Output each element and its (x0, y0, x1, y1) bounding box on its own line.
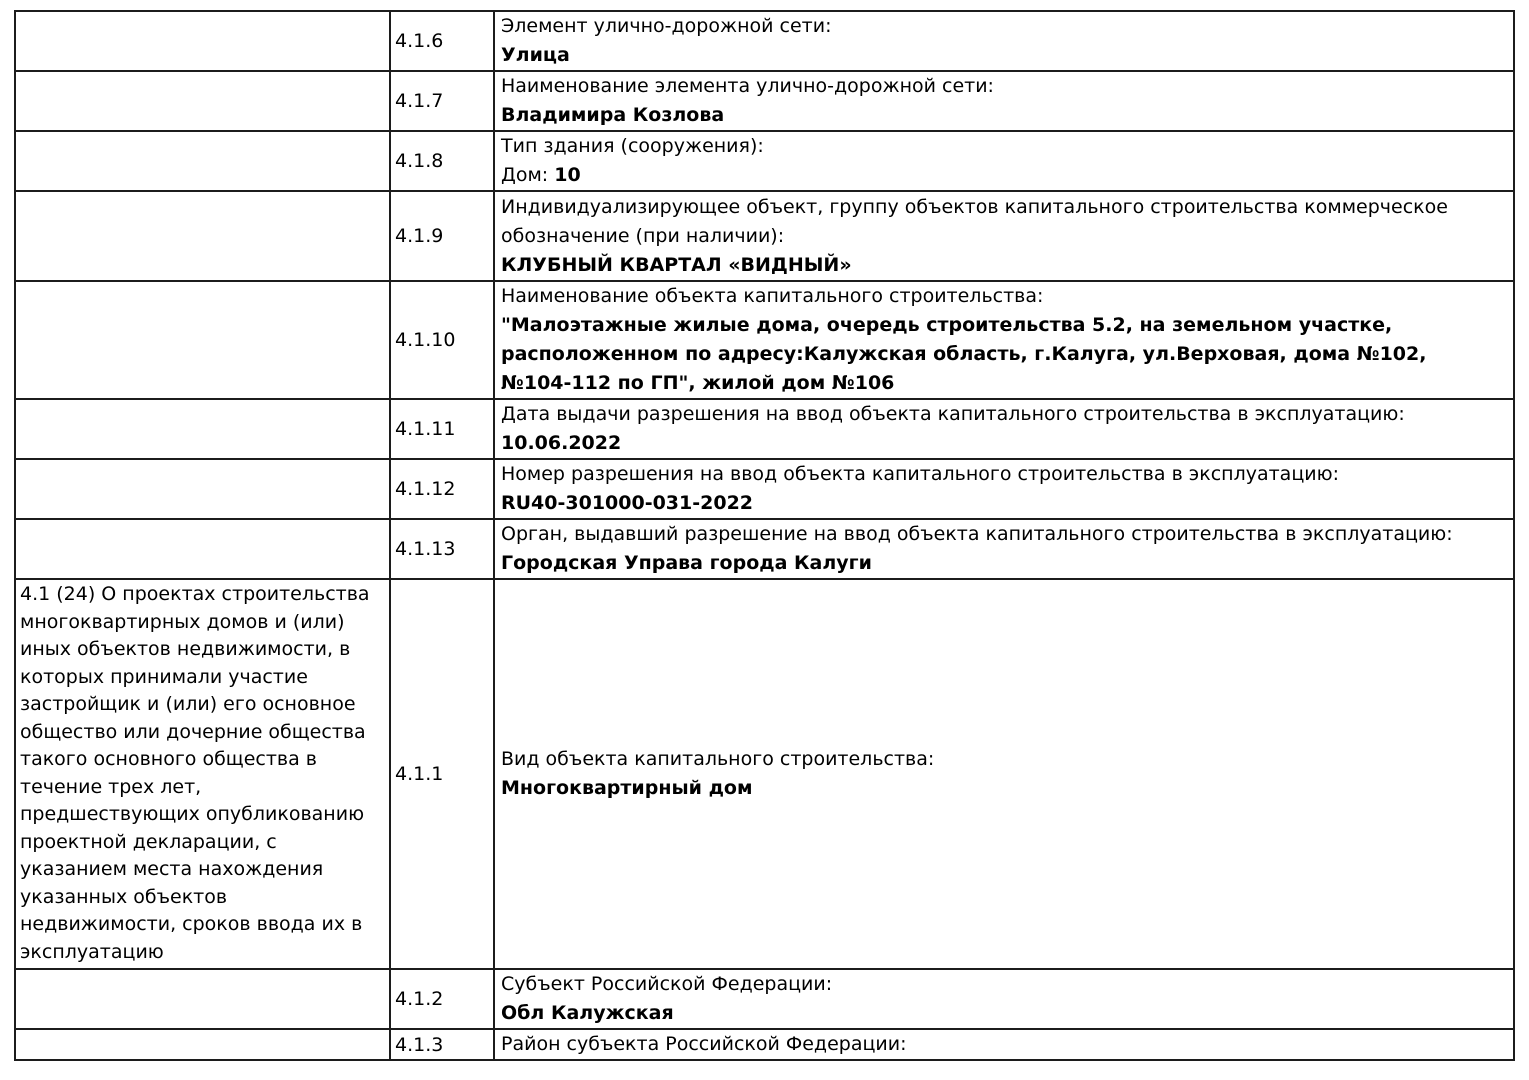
table-row (15, 399, 1514, 459)
row-code: 4.1.9 (390, 191, 494, 281)
row-code: 4.1.1 (390, 579, 494, 969)
section-description-cell (15, 71, 390, 131)
field-label: Субъект Российской Федерации: (501, 973, 833, 995)
field-value: RU40-301000-031-2022 (501, 492, 754, 514)
field-value: 10.06.2022 (501, 432, 622, 454)
table-row (15, 1029, 1514, 1060)
row-code: 4.1.10 (390, 281, 494, 399)
field-label: Наименование объекта капитального строительства: (501, 285, 1044, 307)
row-code: 4.1.13 (390, 519, 494, 579)
field-value: Городская Управа города Калуги (501, 552, 872, 574)
row-code: 4.1.8 (390, 131, 494, 191)
table-row (15, 191, 1514, 281)
section-description-cell (15, 1029, 390, 1060)
section-description-cell (15, 191, 390, 281)
table-row (15, 579, 1514, 969)
row-code: 4.1.7 (390, 71, 494, 131)
section-description: 4.1 (24) О проектах строительства многоквартирных домов и (или) иных объектов недвижимости, в которых принимали участие застройщик и (или) его основное общество или дочерние общества такого основного общества в течение трех лет, предшествующих опубликованию проектной декларации, с указанием места нахождения указанных объектов недвижимости, сроков ввода их в эксплуатацию (15, 579, 390, 969)
field-label: Тип здания (сооружения): (501, 135, 764, 157)
row-code: 4.1.6 (390, 11, 494, 71)
field-value (501, 161, 1499, 190)
field-value: Многоквартирный дом (501, 777, 753, 799)
field-cell (494, 1029, 1514, 1060)
section-description-cell (15, 519, 390, 579)
field-value: Обл Калужская (501, 1002, 674, 1024)
section-description-cell (15, 399, 390, 459)
table-row (15, 519, 1514, 579)
field-cell (494, 459, 1514, 519)
section-description-cell (15, 969, 390, 1029)
field-label: Индивидуализирующее объект, группу объектов капитального строительства коммерческое обозначение (при наличии): (501, 195, 1448, 247)
table-row (15, 131, 1514, 191)
table-row (15, 969, 1514, 1029)
field-cell (494, 281, 1514, 399)
project-declaration-table (14, 10, 1515, 1061)
field-cell (494, 191, 1514, 281)
field-label: Район субъекта Российской Федерации: (501, 1033, 907, 1055)
field-value: КЛУБНЫЙ КВАРТАЛ «ВИДНЫЙ» (501, 253, 852, 276)
field-cell (494, 579, 1514, 969)
table-row (15, 281, 1514, 399)
field-label: Элемент улично-дорожной сети: (501, 15, 832, 37)
field-label: Вид объекта капитального строительства: (501, 748, 935, 770)
field-value: Улица (501, 44, 570, 66)
field-cell (494, 399, 1514, 459)
field-value-prefix: Дом: (501, 164, 555, 186)
row-code: 4.1.11 (390, 399, 494, 459)
field-cell (494, 71, 1514, 131)
section-description-cell (15, 11, 390, 71)
field-label: Номер разрешения на ввод объекта капитального строительства в эксплуатацию: (501, 463, 1339, 485)
field-cell (494, 11, 1514, 71)
field-cell (494, 519, 1514, 579)
table-row (15, 71, 1514, 131)
field-label: Орган, выдавший разрешение на ввод объекта капитального строительства в эксплуатацию: (501, 523, 1453, 545)
field-value: Владимира Козлова (501, 104, 725, 126)
field-label: Наименование элемента улично-дорожной сети: (501, 75, 994, 97)
field-label: Дата выдачи разрешения на ввод объекта капитального строительства в эксплуатацию: (501, 403, 1405, 425)
table-row (15, 11, 1514, 71)
field-value: "Малоэтажные жилые дома, очередь строительства 5.2, на земельном участке, расположенном по адресу:Калужская область, г.Калуга, ул.Верховая, дома №102, №104-112 по ГП", жилой дом №106 (501, 314, 1427, 394)
row-code: 4.1.2 (390, 969, 494, 1029)
section-description-cell (15, 459, 390, 519)
section-description-cell (15, 131, 390, 191)
field-value-bold: 10 (554, 164, 581, 186)
field-cell (494, 969, 1514, 1029)
field-cell (494, 131, 1514, 191)
section-description-cell (15, 281, 390, 399)
row-code: 4.1.3 (390, 1029, 494, 1060)
row-code: 4.1.12 (390, 459, 494, 519)
table-row (15, 459, 1514, 519)
